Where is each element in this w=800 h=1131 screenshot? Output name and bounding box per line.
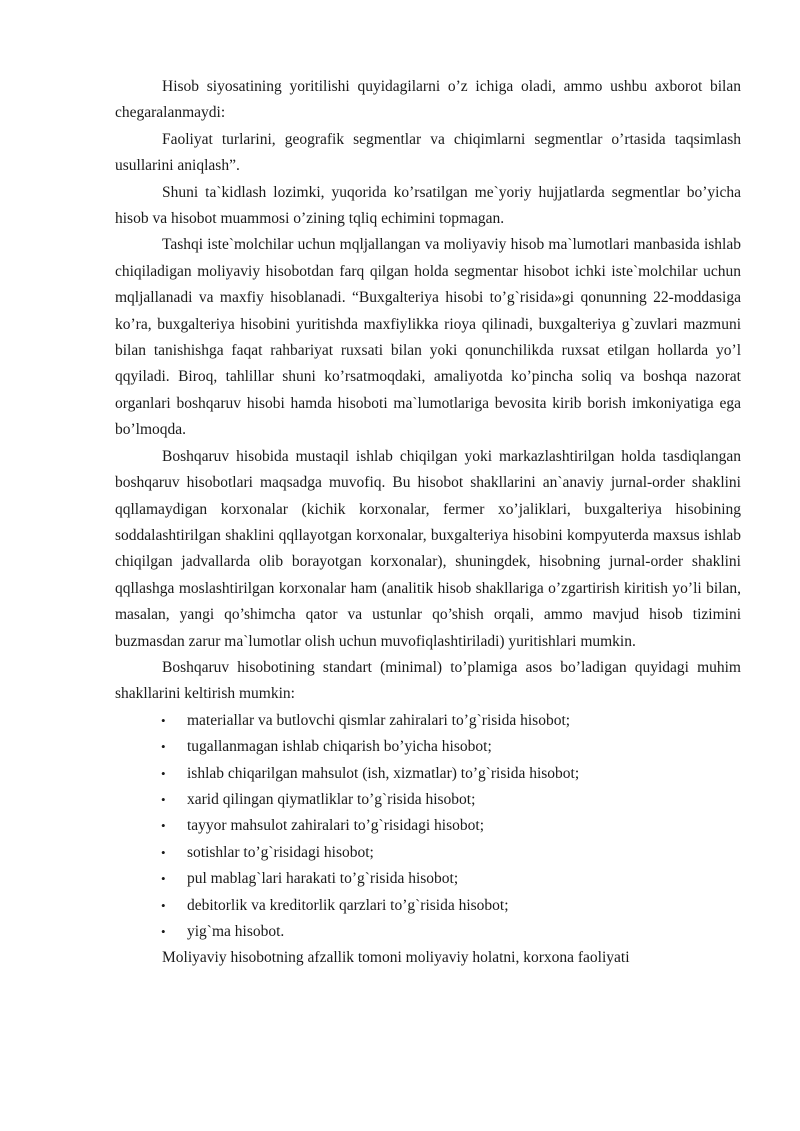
bullet-icon: • [161, 712, 166, 728]
list-item [115, 813, 741, 839]
bullet-icon: • [161, 897, 166, 913]
paragraph: Hisob siyosatining yoritilishi quyidagilarni o’z ichiga oladi, ammo ushbu axborot bilan chegaralanmaydi: [115, 78, 741, 122]
list-item-text: sotishlar to’g`risidagi hisobot; [187, 843, 374, 861]
paragraph: Boshqaruv hisobida mustaqil ishlab chiqilgan yoki markazlashtirilgan holda tasdiqlangan boshqaruv hisobotlari maqsadga muvofiq. Bu hisobot shakllarini an`anaviy jurnal-order shaklini qqllamaydigan korxonalar (kichik korxonalar, fermer xo’jaliklari, buxgalteriya hisobining soddalashtirilgan shaklini qqllayotgan korxonalar, buxgalteriya hisobini kompyuterda maxsus ishlab chiqilgan jadvallarda olib borayotgan korxonalar), shuningdek, hisobning jurnal-order shaklini qqllashga moslashtirilgan korxonalar ham (analitik hisob shakllariga o’zgartirish kiritish yo’li bilan, masalan, yangi qo’shimcha qator va ustunlar qo’shish orqali, ammo mavjud hisob tizimini buzmasdan zarur ma`lumotlar olish uchun muvofiqlashtiriladi) yuritishlari mumkin. [115, 447, 741, 650]
list-item [115, 893, 741, 919]
paragraph: Boshqaruv hisobotining standart (minimal) to’plamiga asos bo’ladigan quyidagi muhim shakllarini keltirish mumkin: [115, 658, 741, 703]
paragraph: Faoliyat turlarini, geografik segmentlar va chiqimlarni segmentlar o’rtasida taqsimlash usullarini aniqlash”. [115, 130, 741, 175]
paragraph: Moliyaviy hisobotning afzallik tomoni moliyaviy holatni, korxona faoliyati [162, 949, 630, 967]
list-item-text: ishlab chiqarilgan mahsulot (ish, xizmatlar) to’g`risida hisobot; [187, 764, 580, 782]
report-forms-list [115, 708, 741, 946]
bullet-icon: • [161, 871, 166, 887]
list-item-text: materiallar va butlovchi qismlar zahiralari to’g`risida hisobot; [187, 711, 571, 729]
list-item [115, 919, 741, 945]
list-item-text: yig`ma hisobot. [187, 923, 285, 940]
bullet-icon: • [161, 791, 166, 807]
paragraph: Shuni ta`kidlash lozimki, yuqorida ko’rsatilgan me`yoriy hujjatlarda segmentlar bo’yicha hisob va hisobot muammosi o’zining tqliq echimini topmagan. [115, 183, 741, 228]
bullet-icon: • [161, 739, 166, 755]
list-item-text: xarid qilingan qiymatliklar to’g`risida hisobot; [187, 790, 476, 808]
list-item-text: tayyor mahsulot zahiralari to’g`risidagi hisobot; [187, 817, 485, 835]
bullet-icon: • [161, 844, 166, 860]
list-item [115, 761, 741, 787]
list-item [115, 708, 741, 734]
list-item [115, 734, 741, 760]
document-body [115, 74, 741, 972]
bullet-icon: • [161, 765, 166, 781]
bullet-icon: • [161, 818, 166, 834]
bullet-icon: • [161, 924, 166, 939]
list-item [115, 787, 741, 813]
list-item [115, 866, 741, 892]
list-item-text: pul mablag`lari harakati to’g`risida hisobot; [187, 870, 459, 888]
paragraph: Tashqi iste`molchilar uchun mqljallangan va moliyaviy hisob ma`lumotlari manbasida ishlab chiqiladigan moliyaviy hisobotdan farq qilgan holda segmentar hisobot ichki iste`molchilar uchun mqljallanadi va maxfiy hisoblanadi. “Buxgalteriya hisobi to’g`risida»gi qonunning 22-moddasiga ko’ra, buxgalteriya hisobini yuritishda maxfiylikka rioya qilinadi, buxgalteriya g`zuvlari mazmuni bilan tanishishga faqat rahbariyat ruxsati bilan yoki qonunchilikda ruxsat etilgan hollarda yo’l qqyiladi. Biroq, tahlillar shuni ko’rsatmoqdaki, amaliyotda ko’pincha soliq va boshqa nazorat organlari boshqaruv hisobi hamda hisoboti ma`lumotlariga bevosita kirib borish imkoniyatiga ega bo’lmoqda. [115, 236, 741, 439]
list-item-text: debitorlik va kreditorlik qarzlari to’g`risida hisobot; [187, 896, 509, 914]
list-item [115, 840, 741, 866]
list-item-text: tugallanmagan ishlab chiqarish bo’yicha hisobot; [187, 738, 492, 756]
